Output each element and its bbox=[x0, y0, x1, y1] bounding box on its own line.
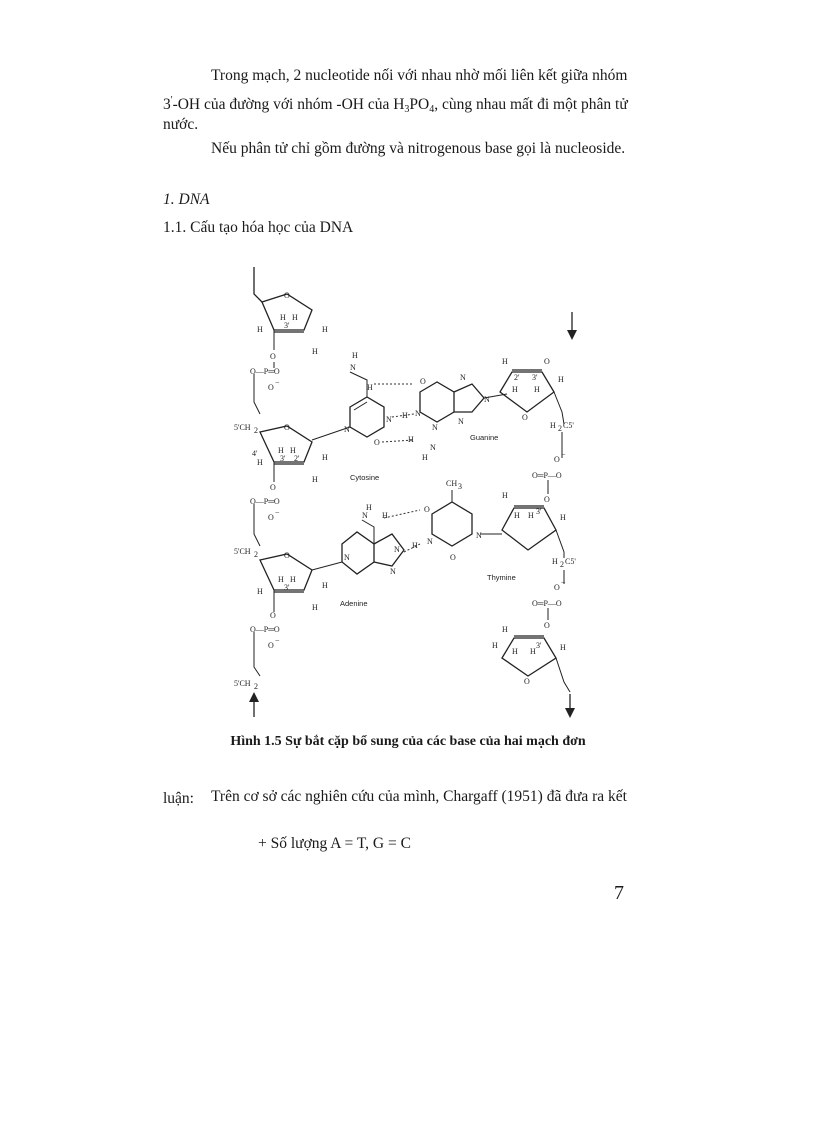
svg-text:2: 2 bbox=[558, 424, 562, 433]
svg-text:H: H bbox=[512, 647, 518, 656]
svg-text:O: O bbox=[554, 455, 560, 464]
svg-text:H: H bbox=[322, 325, 328, 334]
svg-text:3': 3' bbox=[536, 641, 542, 650]
svg-text:C5': C5' bbox=[565, 557, 576, 566]
svg-text:2: 2 bbox=[254, 426, 258, 435]
svg-text:O: O bbox=[420, 377, 426, 386]
svg-text:O═P—O: O═P—O bbox=[532, 599, 562, 608]
cytosine-guanine-pair bbox=[312, 351, 507, 482]
svg-text:H: H bbox=[322, 453, 328, 462]
chargaff-rule-1: + Số lượng A = T, G = C bbox=[258, 835, 411, 852]
svg-text:H: H bbox=[280, 313, 286, 322]
svg-text:N: N bbox=[432, 423, 438, 432]
cytosine-label: Cytosine bbox=[350, 473, 380, 482]
svg-text:O: O bbox=[424, 505, 430, 514]
svg-text:H: H bbox=[512, 385, 518, 394]
svg-text:3: 3 bbox=[458, 482, 462, 491]
svg-text:H: H bbox=[257, 325, 263, 334]
svg-text:3': 3' bbox=[536, 507, 542, 516]
section-heading: 1. DNA bbox=[163, 191, 210, 208]
svg-text:O: O bbox=[284, 291, 290, 300]
svg-text:3': 3' bbox=[280, 454, 286, 463]
svg-text:O: O bbox=[268, 383, 274, 392]
svg-text:O: O bbox=[284, 423, 290, 432]
svg-text:H: H bbox=[422, 453, 428, 462]
svg-text:H: H bbox=[534, 385, 540, 394]
svg-text:5'CH: 5'CH bbox=[234, 547, 251, 556]
svg-text:N: N bbox=[430, 443, 436, 452]
svg-text:O: O bbox=[270, 611, 276, 620]
svg-text:N: N bbox=[390, 567, 396, 576]
svg-text:O: O bbox=[268, 641, 274, 650]
svg-text:H: H bbox=[278, 446, 284, 455]
svg-text:2: 2 bbox=[254, 682, 258, 691]
svg-text:5'CH: 5'CH bbox=[234, 423, 251, 432]
svg-text:2': 2' bbox=[294, 454, 300, 463]
paragraph-1-line-1: Trong mạch, 2 nucleotide nối với nhau nhờ mối liên kết giữa nhóm bbox=[211, 67, 628, 84]
svg-text:H: H bbox=[560, 513, 566, 522]
svg-text:H: H bbox=[492, 641, 498, 650]
svg-text:O: O bbox=[270, 483, 276, 492]
dna-base-pairing-figure bbox=[232, 262, 612, 722]
svg-text:O: O bbox=[450, 553, 456, 562]
svg-text:O—P═O: O—P═O bbox=[250, 625, 280, 634]
svg-text:−: − bbox=[275, 508, 280, 517]
thymine-label: Thymine bbox=[487, 573, 516, 582]
subsection-heading: 1.1. Cấu tạo hóa học của DNA bbox=[163, 219, 354, 236]
paragraph-1-line-2: 3'-OH của đường với nhóm -OH của $H_3PO_4$, cùng nhau mất đi một phân tử bbox=[163, 95, 628, 115]
svg-text:N: N bbox=[415, 409, 421, 418]
svg-text:−: − bbox=[561, 578, 566, 587]
svg-text:N: N bbox=[344, 425, 350, 434]
svg-text:O: O bbox=[374, 438, 380, 447]
svg-text:N: N bbox=[350, 363, 356, 372]
svg-text:H: H bbox=[352, 351, 358, 360]
svg-text:O—P═O: O—P═O bbox=[250, 497, 280, 506]
svg-text:H: H bbox=[290, 575, 296, 584]
svg-text:O: O bbox=[544, 621, 550, 630]
svg-text:N: N bbox=[344, 553, 350, 562]
svg-text:H: H bbox=[290, 446, 296, 455]
svg-text:H: H bbox=[550, 421, 556, 430]
svg-text:O: O bbox=[270, 352, 276, 361]
svg-text:N: N bbox=[458, 417, 464, 426]
svg-text:H: H bbox=[367, 383, 373, 392]
svg-text:O: O bbox=[268, 513, 274, 522]
svg-text:N: N bbox=[460, 373, 466, 382]
conclusion-text: Trên cơ sở các nghiên cứu của mình, Chargaff (1951) đã đưa ra kết bbox=[211, 788, 627, 805]
svg-text:H: H bbox=[408, 435, 414, 444]
svg-text:O: O bbox=[544, 357, 550, 366]
svg-text:O: O bbox=[522, 413, 528, 422]
svg-text:H: H bbox=[312, 603, 318, 612]
svg-text:O: O bbox=[524, 677, 530, 686]
svg-text:O═P—O: O═P—O bbox=[532, 471, 562, 480]
svg-text:O: O bbox=[284, 551, 290, 560]
svg-text:H: H bbox=[530, 647, 536, 656]
svg-text:3': 3' bbox=[284, 321, 290, 330]
svg-text:N: N bbox=[394, 545, 400, 554]
svg-text:−: − bbox=[275, 378, 280, 387]
svg-text:H: H bbox=[560, 643, 566, 652]
svg-text:H: H bbox=[366, 503, 372, 512]
adenine-label: Adenine bbox=[340, 599, 368, 608]
svg-text:H: H bbox=[514, 511, 520, 520]
svg-text:CH: CH bbox=[446, 479, 458, 488]
left-strand bbox=[234, 267, 328, 717]
guanine-label: Guanine bbox=[470, 433, 499, 442]
paragraph-2: Nếu phân tử chỉ gồm đường và nitrogenous base gọi là nucleoside. bbox=[211, 140, 626, 157]
right-strand bbox=[492, 312, 577, 718]
svg-text:H: H bbox=[412, 541, 418, 550]
svg-text:O: O bbox=[554, 583, 560, 592]
svg-text:N: N bbox=[484, 395, 490, 404]
svg-text:N: N bbox=[427, 537, 433, 546]
svg-text:H: H bbox=[278, 575, 284, 584]
svg-text:H: H bbox=[502, 491, 508, 500]
svg-text:H: H bbox=[257, 587, 263, 596]
svg-text:H: H bbox=[502, 625, 508, 634]
svg-text:H: H bbox=[402, 411, 408, 420]
svg-text:−: − bbox=[275, 636, 280, 645]
svg-text:3': 3' bbox=[284, 583, 290, 592]
figure-caption: Hình 1.5 Sự bắt cặp bổ sung của các base của hai mạch đơn bbox=[230, 734, 586, 749]
svg-text:H: H bbox=[558, 375, 564, 384]
svg-text:H: H bbox=[292, 313, 298, 322]
svg-text:H: H bbox=[312, 347, 318, 356]
svg-text:2: 2 bbox=[560, 560, 564, 569]
svg-text:H: H bbox=[322, 581, 328, 590]
svg-text:H: H bbox=[382, 511, 388, 520]
svg-text:H: H bbox=[257, 458, 263, 467]
svg-text:H: H bbox=[312, 475, 318, 484]
svg-text:4': 4' bbox=[252, 449, 258, 458]
paragraph-1-line-3: nước. bbox=[163, 116, 199, 133]
svg-text:O—P═O: O—P═O bbox=[250, 367, 280, 376]
svg-text:2': 2' bbox=[514, 373, 520, 382]
svg-text:O: O bbox=[544, 495, 550, 504]
svg-text:N: N bbox=[476, 531, 482, 540]
svg-text:2: 2 bbox=[254, 550, 258, 559]
svg-text:H: H bbox=[552, 557, 558, 566]
page-number: 7 bbox=[614, 882, 624, 904]
svg-text:5'CH: 5'CH bbox=[234, 679, 251, 688]
svg-text:H: H bbox=[528, 511, 534, 520]
svg-text:C5': C5' bbox=[563, 421, 574, 430]
svg-text:H: H bbox=[502, 357, 508, 366]
svg-text:N: N bbox=[362, 511, 368, 520]
adenine-thymine-pair bbox=[312, 479, 516, 608]
svg-text:3': 3' bbox=[532, 373, 538, 382]
svg-text:−: − bbox=[561, 450, 566, 459]
conclusion-label: luận: bbox=[163, 790, 194, 807]
svg-text:N: N bbox=[386, 415, 392, 424]
